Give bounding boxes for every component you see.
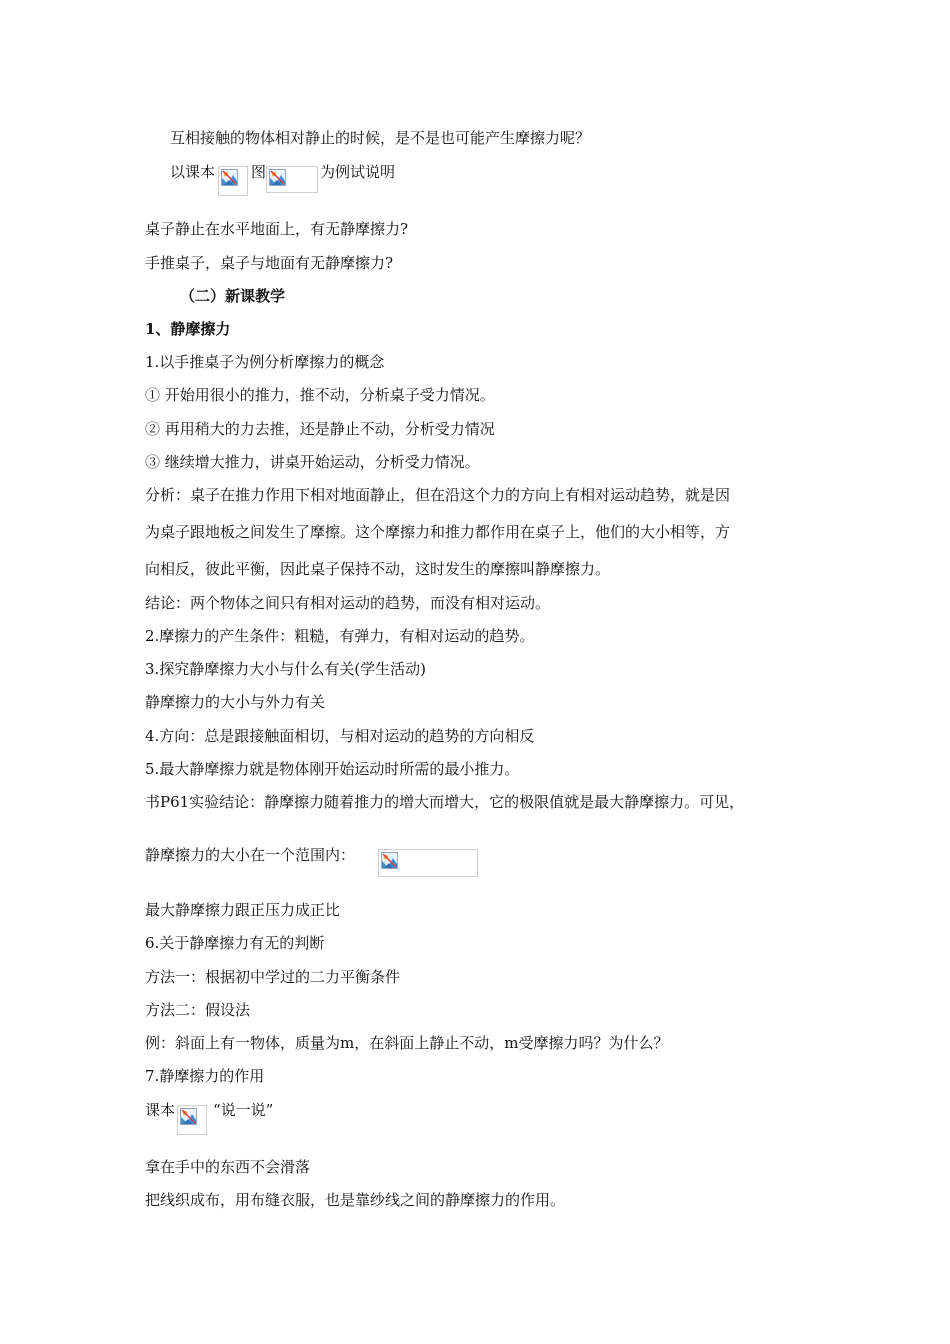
paragraph-line: ② 再用稍大的力去推，还是静止不动，分析受力情况 xyxy=(145,420,495,438)
paragraph-line: 6.关于静摩擦力有无的判断 xyxy=(145,934,325,952)
paragraph-line: 拿在手中的东西不会滑落 xyxy=(145,1158,311,1176)
paragraph-line: 2.摩擦力的产生条件：粗糙，有弹力，有相对运动的趋势。 xyxy=(145,627,535,645)
image-icon xyxy=(180,1108,197,1125)
image-icon xyxy=(269,169,286,186)
subsection-heading: 1、静摩擦力 xyxy=(145,320,231,338)
question-2: 手推桌子，桌子与地面有无静摩擦力? xyxy=(145,254,394,272)
embedded-image-placeholder xyxy=(378,849,478,877)
embedded-image-placeholder xyxy=(266,166,318,193)
textbook-ref-b: “说一说” xyxy=(213,1101,274,1119)
paragraph-line: 方法二：假设法 xyxy=(145,1001,251,1019)
paragraph-line: 最大静摩擦力跟正压力成正比 xyxy=(145,901,341,919)
paragraph-line: 分析：桌子在推力作用下相对地面静止，但在沿这个力的方向上有相对运动趋势，就是因 xyxy=(145,486,731,504)
paragraph-line: 静摩擦力的大小与外力有关 xyxy=(145,693,326,711)
paragraph-line: 静摩擦力的大小在一个范围内： xyxy=(145,846,356,864)
paragraph-line: 方法一：根据初中学过的二力平衡条件 xyxy=(145,968,401,986)
textbook-ref-a: 课本 xyxy=(145,1101,176,1119)
paragraph-line: ③ 继续增大推力，讲桌开始运动，分析受力情况。 xyxy=(145,453,480,471)
image-icon xyxy=(381,852,398,869)
intro-textbook-ref-b: 图 xyxy=(251,163,267,181)
intro-textbook-ref-a: 以课本 xyxy=(170,163,216,181)
paragraph-line: 3.探究静摩擦力大小与什么有关(学生活动) xyxy=(145,660,427,678)
paragraph-line: ① 开始用很小的推力，推不动，分析桌子受力情况。 xyxy=(145,386,495,404)
paragraph-line: 结论：两个物体之间只有相对运动的趋势，而没有相对运动。 xyxy=(145,594,551,612)
paragraph-line: 5.最大静摩擦力就是物体刚开始运动时所需的最小推力。 xyxy=(145,760,520,778)
paragraph-line: 7.静摩擦力的作用 xyxy=(145,1067,265,1085)
paragraph-line: 把线织成布，用布缝衣服，也是靠纱线之间的静摩擦力的作用。 xyxy=(145,1191,566,1209)
embedded-image-placeholder xyxy=(177,1105,207,1135)
embedded-image-placeholder xyxy=(218,166,248,196)
paragraph-line: 书P61实验结论：静摩擦力随着推力的增大而增大，它的极限值就是最大静摩擦力。可见， xyxy=(145,793,745,811)
paragraph-line: 向相反，彼此平衡，因此桌子保持不动，这时发生的摩擦叫静摩擦力。 xyxy=(145,560,611,578)
intro-question: 互相接触的物体相对静止的时候，是不是也可能产生摩擦力呢？ xyxy=(170,129,591,147)
paragraph-line: 1.以手推桌子为例分析摩擦力的概念 xyxy=(145,353,385,371)
paragraph-line: 为桌子跟地板之间发生了摩擦。这个摩擦力和推力都作用在桌子上，他们的大小相等，方 xyxy=(145,523,731,541)
paragraph-line: 例：斜面上有一物体，质量为m，在斜面上静止不动，m受摩擦力吗？为什么？ xyxy=(145,1034,669,1052)
image-icon xyxy=(221,169,238,186)
intro-textbook-ref-c: 为例试说明 xyxy=(320,163,396,181)
paragraph-line: 4.方向：总是跟接触面相切，与相对运动的趋势的方向相反 xyxy=(145,727,535,745)
question-1: 桌子静止在水平地面上，有无静摩擦力? xyxy=(145,220,409,238)
section-heading: （二）新课教学 xyxy=(180,287,286,305)
